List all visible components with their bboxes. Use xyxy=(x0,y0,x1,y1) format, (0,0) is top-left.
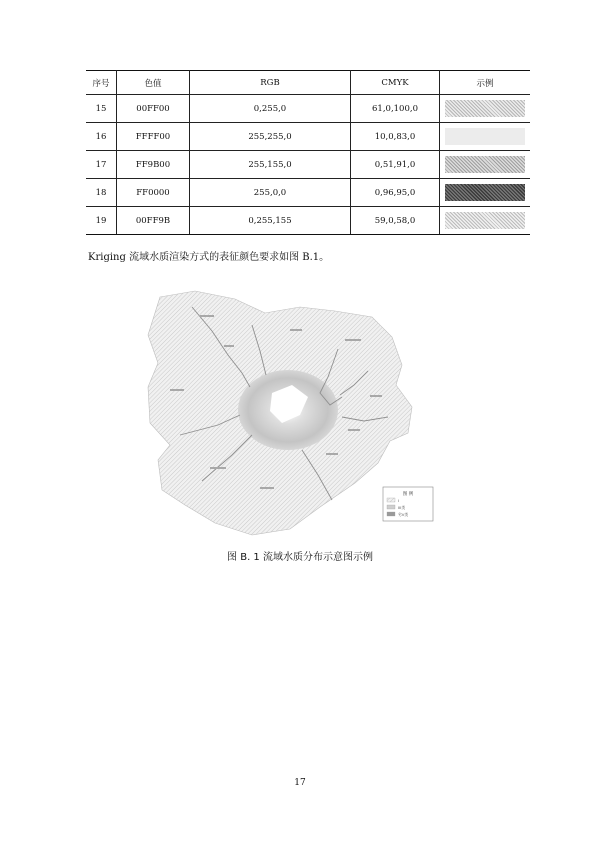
header-example: 示例 xyxy=(440,71,531,95)
table-row xyxy=(86,179,530,207)
figure-caption: 图 B. 1 流域水质分布示意图示例 xyxy=(227,552,373,563)
cell-rgb: 0,255,155 xyxy=(190,207,351,235)
cell-no: 18 xyxy=(86,179,117,207)
cell-cmyk: 0,96,95,0 xyxy=(351,179,440,207)
color-swatch xyxy=(445,100,525,117)
legend-title: 图 例 xyxy=(402,492,414,497)
cell-no: 17 xyxy=(86,151,117,179)
header-rgb: RGB xyxy=(190,71,351,95)
cell-hex: FF9B00 xyxy=(117,151,190,179)
header-cmyk: CMYK xyxy=(351,71,440,95)
page-number: 17 xyxy=(294,778,306,788)
header-no: 序号 xyxy=(86,71,117,95)
cell-cmyk: 10,0,83,0 xyxy=(351,123,440,151)
color-value-table xyxy=(86,70,530,235)
cell-cmyk: 61,0,100,0 xyxy=(351,95,440,123)
cell-rgb: 255,255,0 xyxy=(190,123,351,151)
cell-example xyxy=(440,207,531,235)
cell-example xyxy=(440,95,531,123)
cell-no: 19 xyxy=(86,207,117,235)
cell-cmyk: 0,51,91,0 xyxy=(351,151,440,179)
cell-hex: 00FF00 xyxy=(117,95,190,123)
cell-example xyxy=(440,151,531,179)
cell-rgb: 255,0,0 xyxy=(190,179,351,207)
watershed-map xyxy=(140,285,440,540)
cell-hex: 00FF9B xyxy=(117,207,190,235)
table-row xyxy=(86,151,530,179)
color-swatch xyxy=(445,212,525,229)
cell-hex: FF0000 xyxy=(117,179,190,207)
watershed-map-figure xyxy=(140,285,440,540)
table-row xyxy=(86,123,530,151)
legend-row: 劣V类 xyxy=(398,512,409,517)
cell-rgb: 255,155,0 xyxy=(190,151,351,179)
body-paragraph: Kriging 流域水质渲染方式的表征颜色要求如图 B.1。 xyxy=(88,252,330,263)
header-color-value: 色值 xyxy=(117,71,190,95)
cell-no: 16 xyxy=(86,123,117,151)
cell-example xyxy=(440,179,531,207)
table-row xyxy=(86,207,530,235)
table-row xyxy=(86,95,530,123)
cell-example xyxy=(440,123,531,151)
cell-hex: FFFF00 xyxy=(117,123,190,151)
color-swatch xyxy=(445,156,525,173)
cell-rgb: 0,255,0 xyxy=(190,95,351,123)
cell-cmyk: 59,0,58,0 xyxy=(351,207,440,235)
color-swatch xyxy=(445,184,525,201)
legend-row: III类 xyxy=(398,505,406,510)
color-swatch xyxy=(445,128,525,145)
cell-no: 15 xyxy=(86,95,117,123)
legend-row: I xyxy=(398,498,400,503)
map-legend xyxy=(383,487,433,521)
table-header-row xyxy=(86,71,530,95)
